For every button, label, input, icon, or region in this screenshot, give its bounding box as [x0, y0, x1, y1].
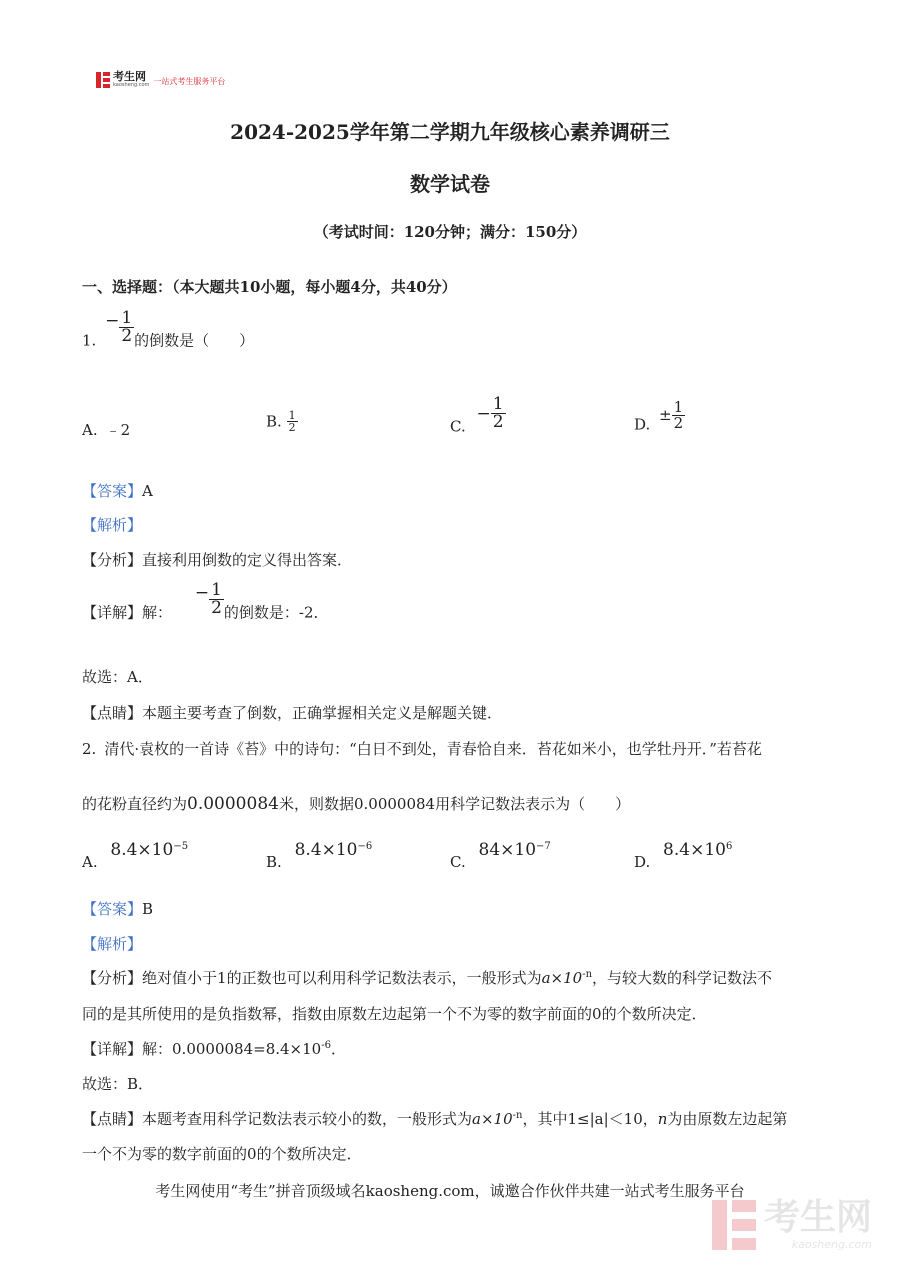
q2-fenxi-line1: 【分析】绝对值小于1的正数也可以利用科学记数法表示，一般形式为$a\times 10^{-n}$，与较大数的科学记数法不 [82, 969, 773, 987]
section-heading: 一、选择题：（本大题共10小题，每小题4分，共40分） [82, 278, 457, 296]
q2-analysis-tag: 【解析】 [82, 935, 143, 953]
footer-text: 考生网使用“考生”拼音顶级域名kaosheng.com，诚邀合作伙伴共建一站式考生服务平台 [155, 1182, 745, 1200]
q2-option-a[interactable]: A. $8.4\times 10^{-5}$ [82, 840, 189, 871]
logo-name: 考生网 [113, 70, 146, 83]
page-title: 2024-2025学年第二学期九年级核心素养调研三 [230, 120, 670, 144]
exam-info: （考试时间：120分钟；满分：150分） [313, 223, 587, 241]
analysis-tag: 【解析】 [82, 516, 143, 534]
option-a[interactable]: A. ﹣2 [82, 421, 131, 439]
fenxi-line: 【分析】直接利用倒数的定义得出答案． [82, 551, 353, 569]
watermark-name: 考生网 [763, 1197, 872, 1238]
logo-slogan: 一站式考生服务平台 [153, 76, 226, 86]
question-2-stem-line2: 的花粉直径约为0.0000084米，则数据0.0000084用科学记数法表示为（ ） [82, 794, 631, 814]
site-logo [96, 72, 225, 88]
q2-dianjing-line2: 一个不为零的数字前面的0的个数所决定． [82, 1145, 362, 1163]
option-b[interactable]: B. $\frac{1}{2}$ [266, 409, 296, 434]
q2-option-c[interactable]: C. $84\times 10^{-7}$ [450, 840, 551, 871]
q2-dianjing-line1: 【点睛】本题考查用科学记数法表示较小的数，一般形式为$a\times 10^{-n}$，其中1≤|a|＜10，n为由原数左边起第 [82, 1110, 788, 1128]
logo-mark-icon [96, 72, 110, 88]
fraction: $\frac{1}{2}$ [121, 308, 133, 346]
q2-xiangjie-line: 【详解】解：$0.0000084=8.4\times 10^{-6}$． [82, 1040, 346, 1058]
q2-option-b[interactable]: B. $8.4\times 10^{-6}$ [266, 840, 373, 871]
question-1-stem: 1. − $\frac{1}{2}$ 的倒数是（ ） [82, 308, 255, 350]
page-subtitle: 数学试卷 [410, 172, 490, 196]
q2-answer-line: 【答案】B [82, 900, 154, 918]
question-number: 1. [82, 331, 97, 350]
guxuan-line: 故选：A． [82, 668, 153, 686]
logo-domain: kaosheng.com [113, 82, 150, 88]
answer-line: 【答案】A [82, 482, 153, 500]
xiangjie-line: 【详解】解： − $\frac{1}{2}$ 的倒数是：-2． [82, 580, 329, 622]
question-2-stem-line1: 2. 清代·袁枚的一首诗《苔》中的诗句：“白日不到处，青春恰自来．苔花如米小，也学牡丹开．”若苔花 [82, 740, 762, 758]
dianjing-line: 【点睛】本题主要考查了倒数，正确掌握相关定义是解题关键． [82, 704, 503, 722]
option-d[interactable]: D. ± $\frac{1}{2}$ [634, 398, 684, 434]
watermark [712, 1198, 872, 1251]
option-c[interactable]: C. − $\frac{1}{2}$ [450, 394, 504, 436]
watermark-domain: kaosheng.com [791, 1238, 872, 1251]
q2-option-d[interactable]: D. $8.4\times 10^6$ [634, 840, 733, 871]
q2-fenxi-line2: 同的是其所使用的是负指数幂，指数由原数左边起第一个不为零的数字前面的0的个数所决定． [82, 1005, 707, 1023]
watermark-logo-icon [712, 1200, 756, 1250]
q2-guxuan-line: 故选：B． [82, 1075, 154, 1093]
